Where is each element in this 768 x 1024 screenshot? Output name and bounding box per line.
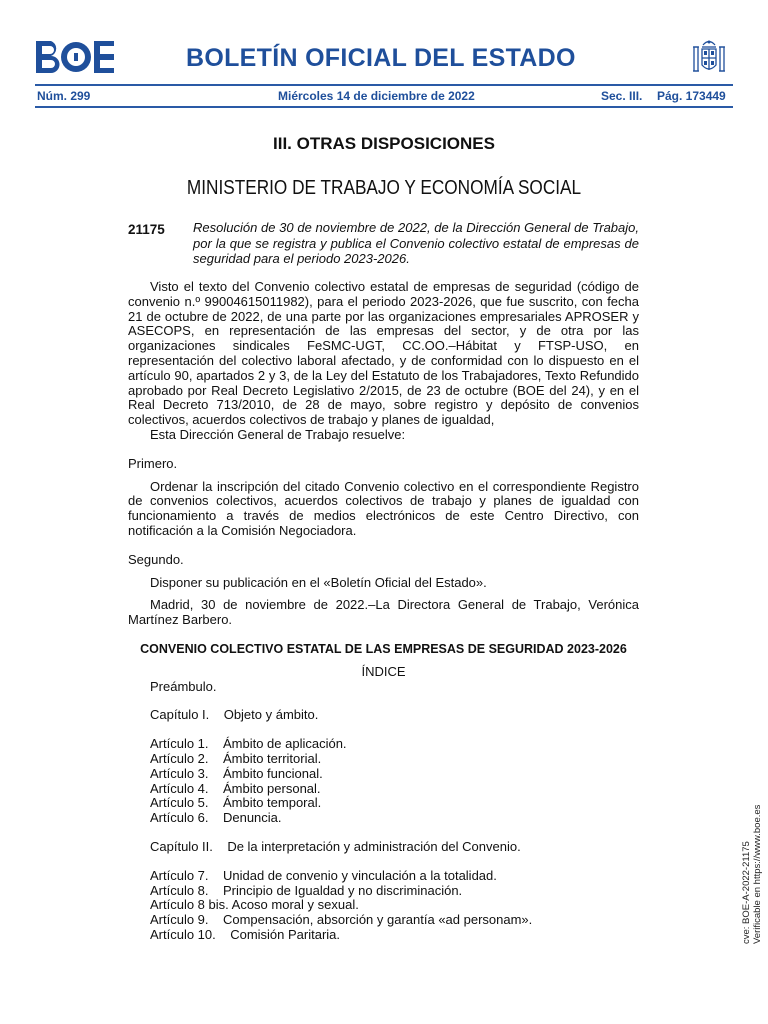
masthead [0, 0, 768, 110]
reference-number: 21175 [128, 222, 165, 237]
verification-url[interactable]: Verificable en https://www.boe.es [752, 804, 763, 944]
toc-chapter-1: Capítulo I. Objeto y ámbito. [150, 707, 319, 723]
toc-item: Artículo 8. Principio de Igualdad y no discriminación. [150, 882, 463, 898]
segundo-label: Segundo. [128, 551, 184, 567]
segundo-text: Disponer su publicación en el «Boletín Oficial del Estado». [150, 574, 487, 590]
index-title: ÍNDICE [361, 663, 406, 679]
signature-line: Madrid, 30 de noviembre de 2022.–La Directora General de Trabajo, Verónica Martínez Barbero. [128, 597, 639, 628]
toc-item: Artículo 8 bis. Acoso moral y sexual. [150, 897, 359, 913]
paragraph-resuelve: Esta Dirección General de Trabajo resuelve: [150, 426, 406, 442]
toc-item: Artículo 4. Ámbito personal. [150, 780, 321, 796]
gazette-title: BOLETÍN OFICIAL DEL ESTADO [186, 44, 576, 72]
header-rule-top [35, 84, 733, 86]
toc-group-1 [150, 737, 639, 826]
convenio-title: CONVENIO COLECTIVO ESTATAL DE LAS EMPRESAS DE SEGURIDAD 2023-2026 [140, 641, 627, 656]
header-rule-bottom [35, 106, 733, 108]
cve-code: cve: BOE-A-2022-21175 [741, 841, 752, 944]
coat-of-arms-icon [690, 37, 728, 79]
toc-item: Artículo 10. Comisión Paritaria. [150, 926, 341, 942]
toc-chapter-2: Capítulo II. De la interpretación y administración del Convenio. [150, 838, 521, 854]
toc-item: Artículo 2. Ámbito territorial. [150, 750, 322, 766]
reference-summary: Resolución de 30 de noviembre de 2022, de la Dirección General de Trabajo, por la que se registra y publica el Convenio colectivo estatal de empresas de seguridad para el periodo 2023-2026. [193, 220, 639, 266]
toc-item: Artículo 3. Ámbito funcional. [150, 765, 323, 781]
ministry-heading: MINISTERIO DE TRABAJO Y ECONOMÍA SOCIAL [186, 176, 582, 199]
primero-text: Ordenar la inscripción del citado Convenio colectivo en el correspondiente Registro de convenios colectivos, acuerdos colectivos de trabajo y planes de igualdad con funcionamiento a través de medios electrónicos de este Centro Directivo, con notificación a la Comisión Negociadora. [128, 478, 639, 538]
toc-item: Artículo 1. Ámbito de aplicación. [150, 736, 347, 752]
toc-preambulo: Preámbulo. [150, 678, 217, 694]
verification-note [741, 805, 763, 944]
toc-item: Artículo 6. Denuncia. [150, 810, 282, 826]
section-ref: Sec. III. [601, 89, 643, 103]
document-body [128, 280, 639, 943]
toc-item: Artículo 9. Compensación, absorción y garantía «ad personam». [150, 912, 533, 928]
section-title: III. OTRAS DISPOSICIONES [273, 134, 495, 153]
toc-group-2 [150, 869, 639, 943]
toc-item: Artículo 7. Unidad de convenio y vinculación a la totalidad. [150, 867, 497, 883]
issue-number: Núm. 299 [37, 89, 91, 103]
toc-item: Artículo 5. Ámbito temporal. [150, 795, 322, 811]
primero-label: Primero. [128, 455, 178, 471]
table-of-contents [128, 680, 639, 943]
page-number: Pág. 173449 [657, 89, 726, 103]
boe-logo-icon [36, 41, 116, 73]
issue-date: Miércoles 14 de diciembre de 2022 [278, 89, 475, 103]
paragraph-visto: Visto el texto del Convenio colectivo estatal de empresas de seguridad (código de convenio n.º 99004615011982), para el periodo 2023-2026, que fue suscrito, con fecha 21 de octubre de 2022, de una parte por las organizaciones empresariales APROSER y ASECOPS, en representación de las empresas del sector, y de otra por las organizaciones sindicales FeSMC-UGT, CC.OO.–Hábitat y FTSP-USO, en representación del colectivo laboral afectado, y de conformidad con lo dispuesto en el artículo 90, apartados 2 y 3, de la Ley del Estatuto de los Trabajadores, Texto Refundido aprobado por Real Decreto Legislativo 2/2015, de 23 de octubre (BOE del 24), y en el Real Decreto 713/2010, de 28 de mayo, sobre registro y depósito de convenios colectivos, acuerdos colectivos de trabajo y planes de igualdad, [128, 279, 639, 428]
